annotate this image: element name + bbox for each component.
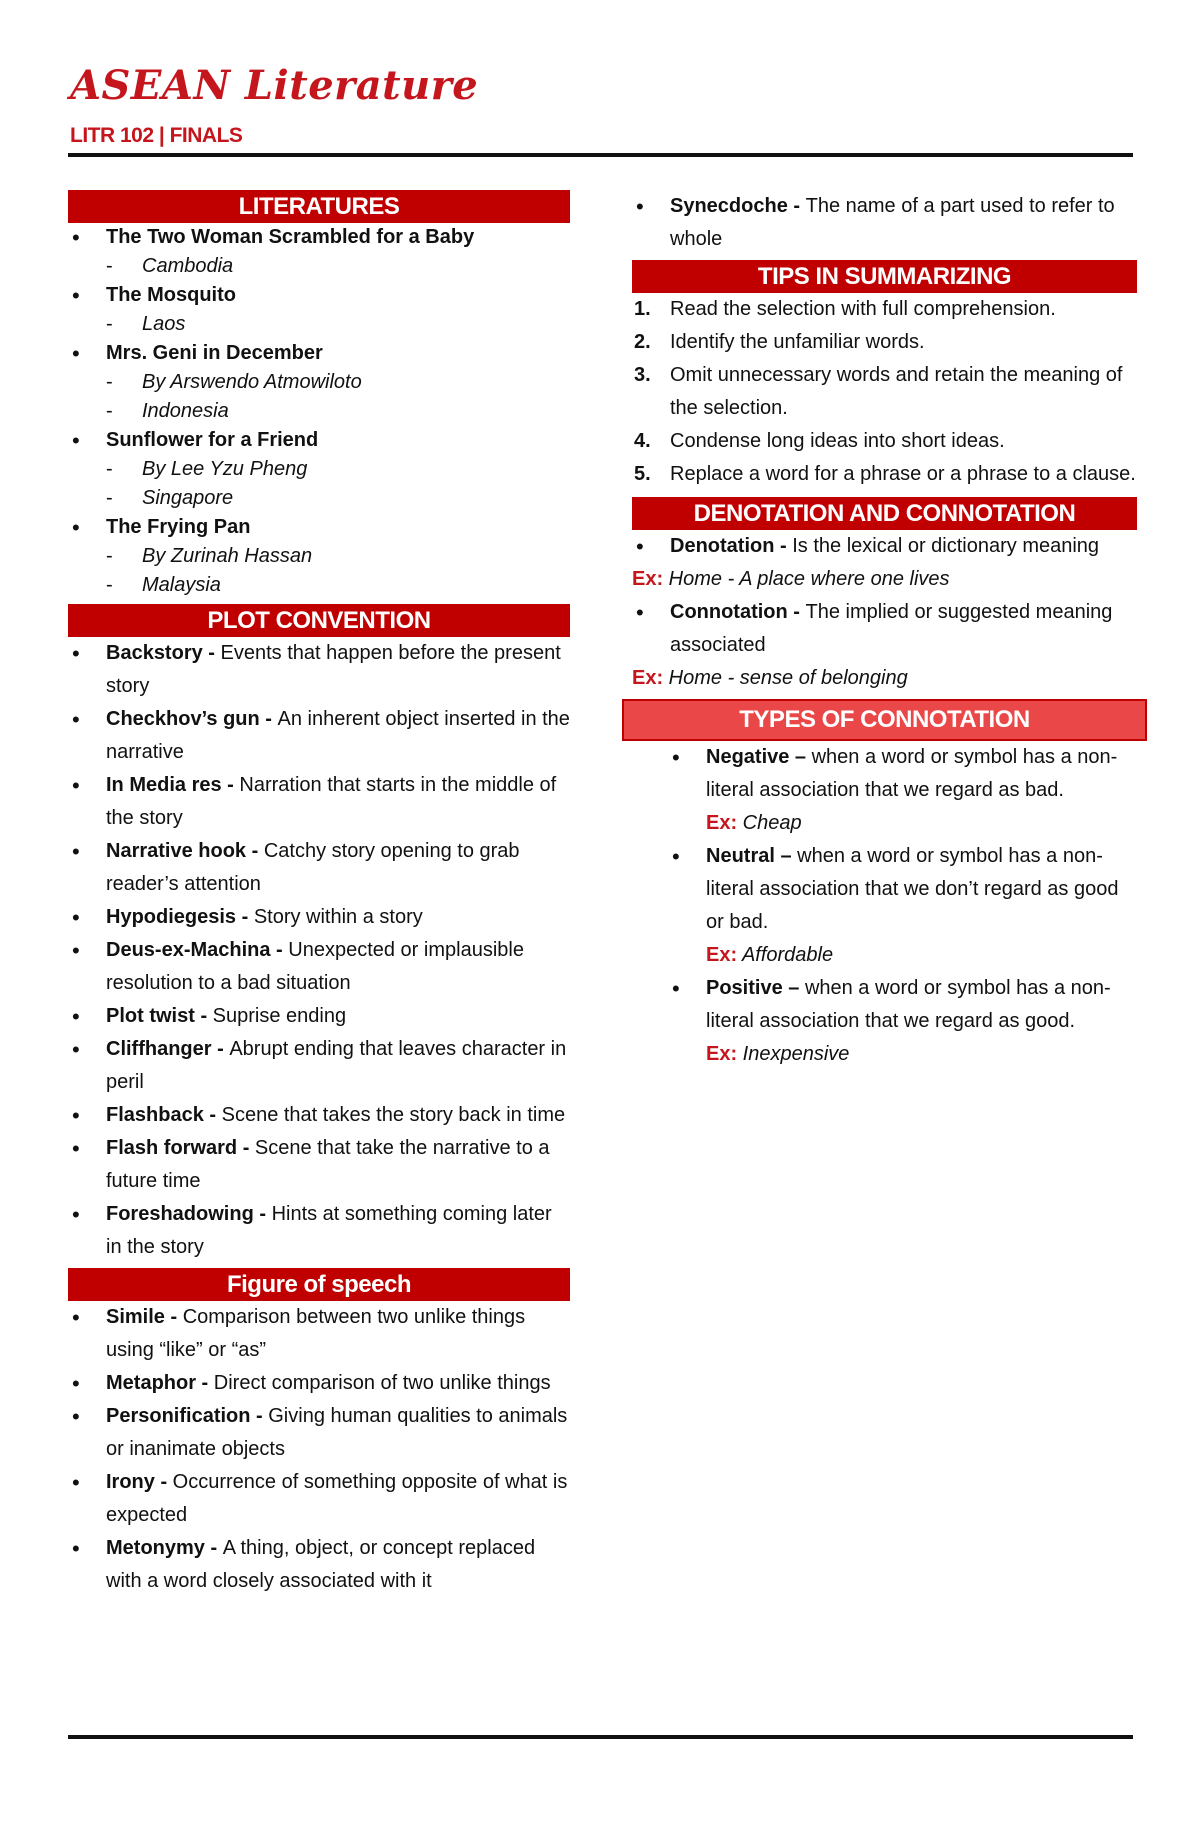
tip-text: Omit unnecessary words and retain the meaning of the selection.	[670, 364, 1123, 419]
tip-item	[632, 359, 1137, 425]
term-label: Hypodiegesis -	[106, 906, 254, 928]
term-label: Metaphor -	[106, 1372, 214, 1394]
tip-item	[632, 458, 1137, 491]
figure-of-speech-item	[68, 1301, 570, 1367]
term-label: Deus-ex-Machina -	[106, 939, 289, 961]
literature-title: The Mosquito	[106, 284, 236, 306]
term-label: Flash forward -	[106, 1137, 255, 1159]
literature-detail: - By Zurinah Hassan	[106, 542, 570, 571]
term-description: Comparison between two unlike things using “like” or “as”	[106, 1306, 526, 1361]
example-label: Ex:	[632, 667, 664, 689]
literature-details	[106, 252, 570, 281]
term-description: Suprise ending	[212, 1005, 347, 1027]
right-column	[632, 190, 1137, 1071]
connotation-item	[632, 596, 1137, 662]
section-header-plot-convention: PLOT CONVENTION	[68, 604, 570, 637]
term-description: when a word or symbol has a non-literal association that we regard as bad.	[706, 746, 1118, 801]
literature-item	[68, 223, 570, 281]
tip-number: 5.	[634, 463, 651, 485]
plot-convention-item	[68, 1000, 570, 1033]
literature-title: The Frying Pan	[106, 516, 251, 538]
tip-text: Identify the unfamiliar words.	[670, 331, 925, 353]
example-row	[706, 1038, 1137, 1071]
term-label: Simile -	[106, 1306, 183, 1328]
tip-text: Replace a word for a phrase or a phrase to a clause.	[670, 463, 1136, 485]
term-description: Events that happen before the present story	[106, 642, 561, 697]
figure-of-speech-item	[632, 190, 1137, 256]
term-label: Positive –	[706, 977, 805, 999]
term-description: The name of a part used to refer to whole	[670, 195, 1115, 250]
tips-list	[632, 293, 1137, 491]
plot-convention-item	[68, 1132, 570, 1198]
example-text: Affordable	[737, 944, 834, 966]
term-description: Abrupt ending that leaves character in peril	[106, 1038, 567, 1093]
literature-detail: - Cambodia	[106, 252, 570, 281]
example-text: Home - sense of belonging	[663, 667, 908, 689]
example-row	[706, 807, 1137, 840]
literature-title: Mrs. Geni in December	[106, 342, 323, 364]
tip-number: 4.	[634, 430, 651, 452]
connotation-type-item	[632, 972, 1137, 1071]
plot-convention-list	[68, 637, 570, 1264]
term-description: Scene that takes the story back in time	[221, 1104, 566, 1126]
term-label: Neutral –	[706, 845, 798, 867]
example-text: Home - A place where one lives	[663, 568, 950, 590]
literature-detail: - By Arswendo Atmowiloto	[106, 368, 570, 397]
left-column	[68, 190, 570, 1598]
term-description: An inherent object inserted in the narrative	[106, 708, 570, 763]
example-row	[632, 563, 1137, 596]
section-header-tips-in-summarizing: TIPS IN SUMMARIZING	[632, 260, 1137, 293]
term-description: when a word or symbol has a non-literal association that we don’t regard as good or bad.	[706, 845, 1119, 933]
denotation-item	[632, 530, 1137, 563]
section-header-figure-of-speech: Figure of speech	[68, 1268, 570, 1301]
plot-convention-item	[68, 901, 570, 934]
term-description: Is the lexical or dictionary meaning	[792, 535, 1100, 557]
plot-convention-item	[68, 1198, 570, 1264]
term-description: The implied or suggested meaning associated	[670, 601, 1113, 656]
term-label: Foreshadowing -	[106, 1203, 272, 1225]
literature-detail: - Laos	[106, 310, 570, 339]
term-label: Synecdoche -	[670, 195, 806, 217]
literature-detail: - Malaysia	[106, 571, 570, 600]
term-description: Catchy story opening to grab reader’s attention	[106, 840, 520, 895]
figure-of-speech-item	[68, 1367, 570, 1400]
figure-of-speech-item	[68, 1466, 570, 1532]
figure-of-speech-item	[68, 1400, 570, 1466]
literatures-list	[68, 223, 570, 600]
term-label: Plot twist -	[106, 1005, 213, 1027]
example-label: Ex:	[706, 1043, 738, 1065]
term-label: Narrative hook -	[106, 840, 264, 862]
example-row	[706, 939, 1137, 972]
term-description: Direct comparison of two unlike things	[213, 1372, 551, 1394]
term-label: Flashback -	[106, 1104, 222, 1126]
literature-item	[68, 513, 570, 600]
term-label: Checkhov’s gun -	[106, 708, 278, 730]
literature-details	[106, 368, 570, 426]
section-header-types-of-connotation: TYPES OF CONNOTATION	[622, 699, 1147, 741]
bottom-divider	[68, 1735, 1133, 1739]
plot-convention-item	[68, 1033, 570, 1099]
term-label: Personification -	[106, 1405, 269, 1427]
literature-detail: - Indonesia	[106, 397, 570, 426]
section-header-denotation-connotation: DENOTATION AND CONNOTATION	[632, 497, 1137, 530]
figure-of-speech-list	[68, 1301, 570, 1598]
plot-convention-item	[68, 637, 570, 703]
literature-detail: - By Lee Yzu Pheng	[106, 455, 570, 484]
connotation-types-list	[632, 741, 1137, 1071]
document-subtitle: LITR 102 | FINALS	[70, 124, 243, 147]
term-description: Story within a story	[253, 906, 423, 928]
literature-detail: - Singapore	[106, 484, 570, 513]
example-text: Cheap	[737, 812, 802, 834]
tip-text: Condense long ideas into short ideas.	[670, 430, 1005, 452]
literature-item	[68, 426, 570, 513]
tip-number: 3.	[634, 364, 651, 386]
example-label: Ex:	[706, 812, 738, 834]
literature-item	[68, 281, 570, 339]
literature-details	[106, 542, 570, 600]
literature-details	[106, 455, 570, 513]
plot-convention-item	[68, 703, 570, 769]
term-description: Hints at something coming later in the story	[106, 1203, 552, 1258]
top-divider	[68, 153, 1133, 157]
example-label: Ex:	[706, 944, 738, 966]
literature-item	[68, 339, 570, 426]
section-header-literatures: LITERATURES	[68, 190, 570, 223]
literature-title: Sunflower for a Friend	[106, 429, 319, 451]
term-description: Giving human qualities to animals or inanimate objects	[106, 1405, 568, 1460]
term-label: Irony -	[106, 1471, 173, 1493]
tip-number: 2.	[634, 331, 651, 353]
term-label: Negative –	[706, 746, 812, 768]
figure-of-speech-list-continued	[632, 190, 1137, 256]
figure-of-speech-item	[68, 1532, 570, 1598]
example-label: Ex:	[632, 568, 664, 590]
term-label: Backstory -	[106, 642, 221, 664]
plot-convention-item	[68, 769, 570, 835]
connotation-type-item	[632, 840, 1137, 972]
term-label: Connotation -	[670, 601, 806, 623]
connotation-type-item	[632, 741, 1137, 840]
example-row	[632, 662, 1137, 695]
denotation-list	[632, 530, 1137, 563]
tip-item	[632, 425, 1137, 458]
plot-convention-item	[68, 835, 570, 901]
tip-item	[632, 293, 1137, 326]
tip-item	[632, 326, 1137, 359]
literature-details	[106, 310, 570, 339]
example-text: Inexpensive	[737, 1043, 850, 1065]
plot-convention-item	[68, 934, 570, 1000]
tip-text: Read the selection with full comprehension.	[670, 298, 1056, 320]
term-label: Denotation -	[670, 535, 793, 557]
term-label: Metonymy -	[106, 1537, 223, 1559]
term-description: Unexpected or implausible resolution to a bad situation	[106, 939, 524, 994]
tip-number: 1.	[634, 298, 651, 320]
term-label: In Media res -	[106, 774, 240, 796]
term-description: A thing, object, or concept replaced with a word closely associated with it	[106, 1537, 536, 1592]
literature-title: The Two Woman Scrambled for a Baby	[106, 226, 475, 248]
term-label: Cliffhanger -	[106, 1038, 230, 1060]
term-description: Scene that take the narrative to a future time	[106, 1137, 550, 1192]
document-title: ASEAN Literature	[70, 62, 479, 109]
term-description: Occurrence of something opposite of what is expected	[106, 1471, 568, 1526]
plot-convention-item	[68, 1099, 570, 1132]
term-description: Narration that starts in the middle of the story	[106, 774, 557, 829]
connotation-list	[632, 596, 1137, 662]
term-description: when a word or symbol has a non-literal association that we regard as good.	[706, 977, 1111, 1032]
